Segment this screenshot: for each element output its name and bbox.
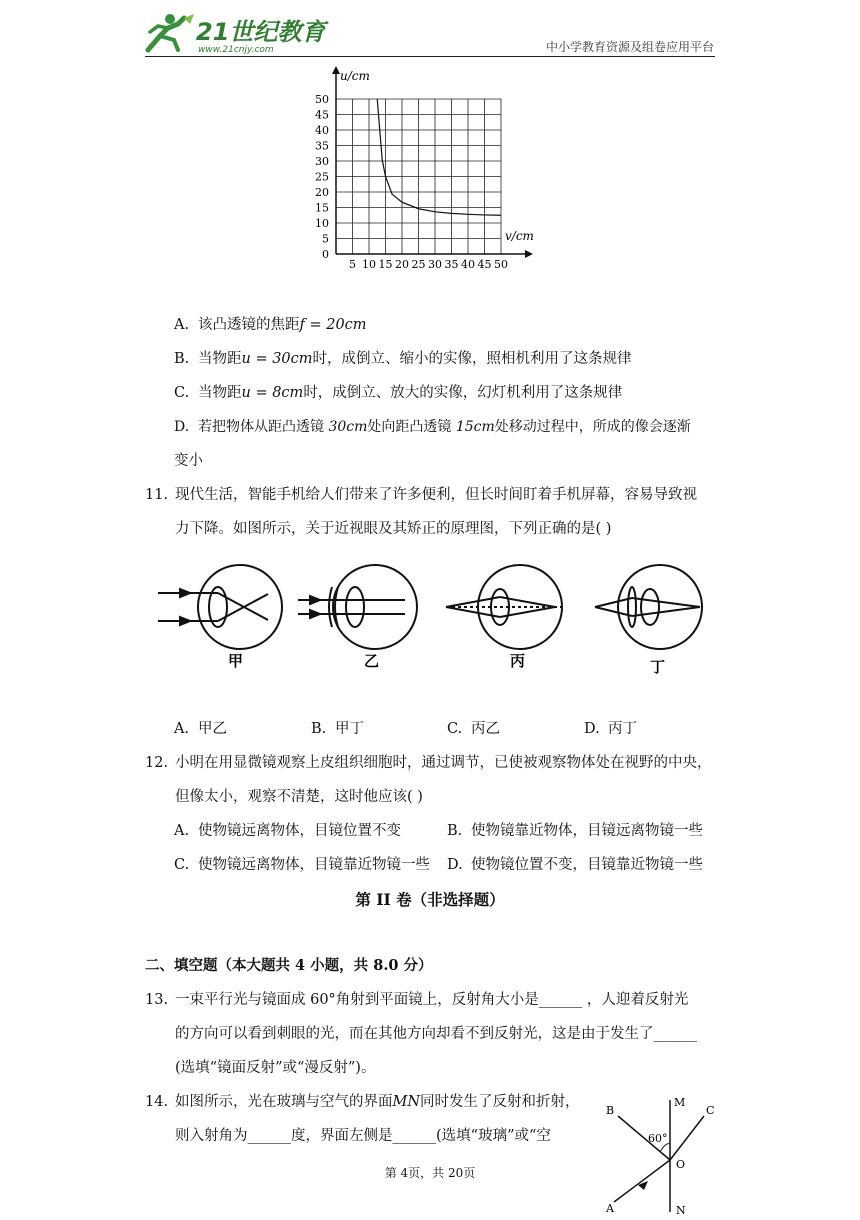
formula: f = 20cm <box>299 317 367 333</box>
eye-diagrams-svg <box>150 560 720 680</box>
option-letter: D. <box>174 419 190 435</box>
part-title: 第 II 卷（非选择题） <box>355 890 505 909</box>
option-letter: A. <box>174 721 190 737</box>
q11-option-a[interactable] <box>174 719 227 739</box>
question-number: 14. <box>145 1094 169 1110</box>
fig-label: 甲 <box>228 652 244 670</box>
u-v-chart <box>308 62 548 276</box>
fig-label: M <box>674 1096 686 1109</box>
u-v-chart-svg <box>308 62 548 272</box>
y-tick-label: 40 <box>315 124 329 137</box>
q11-option-c[interactable] <box>447 719 500 739</box>
eye-diagrams <box>150 560 720 684</box>
q10-option-c[interactable] <box>174 383 622 403</box>
fig-label: B <box>606 1104 615 1117</box>
fig-label: C <box>706 1104 715 1117</box>
q10-option-b[interactable] <box>174 349 632 369</box>
x-tick-label: 15 <box>378 258 393 271</box>
y-axis-label: u/cm <box>340 69 370 83</box>
option-text: 甲乙 <box>198 721 227 737</box>
option-text: 甲丁 <box>335 721 364 737</box>
y-tick-label: 35 <box>315 139 329 153</box>
fig-label: 60° <box>648 1132 668 1145</box>
series-line <box>377 99 501 215</box>
q12-option-c[interactable] <box>174 855 430 875</box>
option-letter: C. <box>174 385 190 401</box>
site-logo <box>140 10 326 55</box>
option-text: 使物镜远离物体，目镜位置不变 <box>198 823 401 839</box>
q14-stem-cont: 则入射角为______度，界面左侧是______(选填“玻璃”或“空 <box>175 1128 551 1144</box>
y-tick-label: 10 <box>315 217 329 230</box>
option-text: 时，成倒立、缩小的实像，照相机利用了这条规律 <box>312 351 632 367</box>
q11-option-d[interactable] <box>584 719 637 739</box>
q12-option-b[interactable] <box>447 821 703 841</box>
x-tick-label: 40 <box>461 258 475 271</box>
option-text: 使物镜远离物体，目镜靠近物镜一些 <box>198 857 430 873</box>
option-text: 该凸透镜的焦距 <box>198 317 300 333</box>
option-letter: B. <box>311 721 327 737</box>
x-tick-label: 25 <box>411 258 426 271</box>
fig-label: 乙 <box>364 652 380 670</box>
refraction-diagram-svg <box>600 1092 720 1216</box>
refraction-diagram <box>600 1092 720 1220</box>
option-text: 丙丁 <box>608 721 637 737</box>
y-tick-label: 20 <box>315 186 329 199</box>
q11-option-b[interactable] <box>311 719 364 739</box>
y-tick-label: 30 <box>315 155 329 168</box>
platform-name: 中小学教育资源及组卷应用平台 <box>545 40 714 54</box>
x-tick-label: 35 <box>444 258 459 271</box>
option-letter: A. <box>174 317 190 333</box>
x-tick-label: 20 <box>395 258 409 271</box>
q12-option-a[interactable] <box>174 821 401 841</box>
eye-diagram-jia <box>158 565 282 649</box>
y-tick-label: 45 <box>315 108 329 122</box>
q13-stem-cont: (选填“镜面反射”或“漫反射”)。 <box>175 1060 376 1076</box>
question-number: 12. <box>145 755 169 771</box>
question-number: 13. <box>145 992 169 1008</box>
option-letter: B. <box>447 823 463 839</box>
option-text: 当物距 <box>198 385 242 401</box>
fig-label: A <box>606 1202 614 1215</box>
q12-option-d[interactable] <box>447 855 703 875</box>
x-tick-label: 5 <box>349 258 356 271</box>
formula: u = 30cm <box>241 351 313 367</box>
q11-stem-cont: 力下降。如图所示，关于近视眼及其矫正的原理图，下列正确的是( ) <box>175 521 612 537</box>
option-text: 处向距凸透镜 <box>367 419 456 435</box>
option-text: 当物距 <box>198 351 242 367</box>
q10-option-a[interactable] <box>174 315 367 335</box>
question-text: 现代生活，智能手机给人们带来了许多便利，但长时间盯着手机屏幕，容易导致视 <box>175 487 697 503</box>
q12-stem-cont: 但像太小，观察不清楚，这时他应该( ) <box>175 789 423 805</box>
q10-option-d-cont: 变小 <box>174 453 203 469</box>
question-number: 11. <box>145 487 169 503</box>
option-text: 时，成倒立、放大的实像，幻灯机利用了这条规律 <box>303 385 623 401</box>
q11-stem <box>145 485 697 505</box>
option-text: 丙乙 <box>471 721 500 737</box>
y-tick-label: 25 <box>315 170 329 184</box>
option-letter: C. <box>447 721 463 737</box>
fig-label: 丙 <box>510 652 526 670</box>
section-title: 二、填空题（本大题共 4 小题，共 8.0 分） <box>145 957 433 974</box>
q12-stem <box>145 753 712 773</box>
formula: 15cm <box>455 419 495 435</box>
x-tick-label: 10 <box>362 258 376 271</box>
fig-label: N <box>676 1204 686 1217</box>
y-tick-label: 50 <box>315 93 329 106</box>
option-letter: C. <box>174 857 190 873</box>
page-footer: 第 4页，共 20页 <box>384 1166 476 1180</box>
eye-diagram-yi <box>298 565 417 649</box>
x-axis-arrow-icon <box>525 250 533 258</box>
svg-text:www.21cnjy.com: www.21cnjy.com <box>198 45 274 55</box>
formula: MN <box>392 1094 421 1110</box>
eye-diagram-bing <box>446 565 562 649</box>
question-text: 同时发生了反射和折射， <box>420 1094 580 1110</box>
q10-option-d[interactable] <box>174 417 691 437</box>
q13-stem-cont: 的方向可以看到刺眼的光，而在其他方向却看不到反射光，这是由于发生了______ <box>175 1026 697 1042</box>
x-tick-label: 50 <box>494 258 508 271</box>
x-tick-label: 45 <box>477 258 492 271</box>
x-tick-label: 30 <box>428 258 442 271</box>
fig-label: O <box>676 1158 686 1171</box>
formula: u = 8cm <box>241 385 304 401</box>
y-axis-arrow-icon <box>332 66 340 74</box>
option-letter: B. <box>174 351 190 367</box>
option-letter: D. <box>584 721 600 737</box>
fig-label: 丁 <box>650 658 666 676</box>
formula: 30cm <box>328 419 368 435</box>
x-axis-label: v/cm <box>505 229 534 243</box>
eye-diagram-ding <box>595 565 702 649</box>
option-text: 处移动过程中，所成的像会逐渐 <box>494 419 691 435</box>
option-text: 使物镜靠近物体，目镜远离物镜一些 <box>471 823 703 839</box>
runner-logo-icon <box>140 10 326 55</box>
option-text: 若把物体从距凸透镜 <box>198 419 329 435</box>
q13-stem <box>145 990 688 1010</box>
svg-text:21世纪教育: 21世纪教育 <box>196 18 326 46</box>
y-tick-label: 5 <box>322 232 329 246</box>
y-tick-label: 15 <box>315 201 329 215</box>
question-text: 一束平行光与镜面成 60°角射到平面镜上，反射角大小是______ ，人迎着反射光 <box>175 992 689 1008</box>
y-tick-label: 0 <box>322 248 329 261</box>
q14-stem <box>145 1092 580 1112</box>
option-letter: A. <box>174 823 190 839</box>
question-text: 小明在用显微镜观察上皮组织细胞时，通过调节，已使被观察物体处在视野的中央， <box>175 755 712 771</box>
question-text: 如图所示，光在玻璃与空气的界面 <box>175 1094 393 1110</box>
header-divider <box>145 56 715 57</box>
option-letter: D. <box>447 857 463 873</box>
option-text: 使物镜位置不变，目镜靠近物镜一些 <box>471 857 703 873</box>
